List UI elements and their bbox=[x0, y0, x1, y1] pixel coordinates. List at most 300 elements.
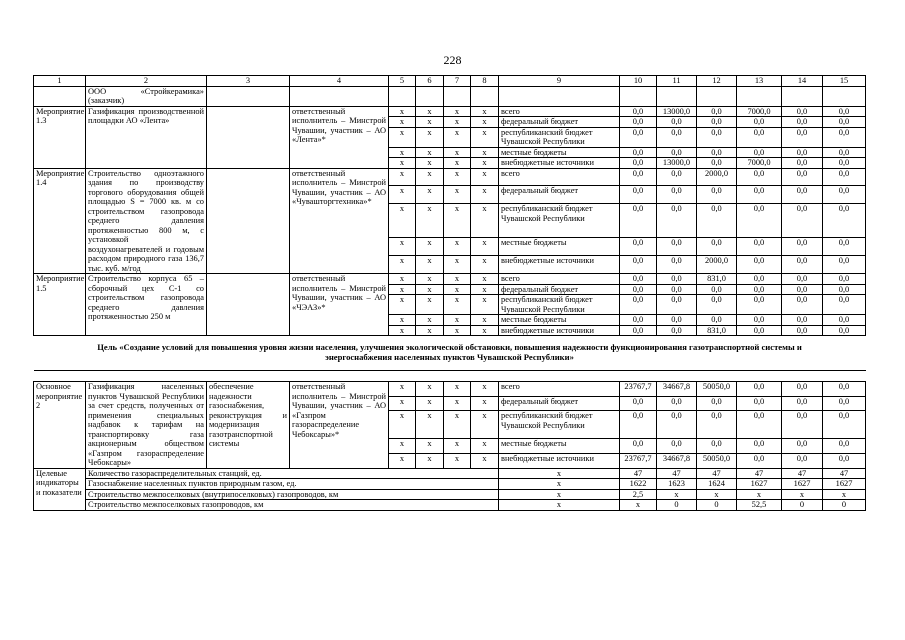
value-cell: 0,0 bbox=[782, 315, 823, 326]
indicator-row bbox=[34, 500, 866, 511]
funding-source: внебюджетные источники bbox=[499, 453, 620, 468]
blank-cell bbox=[657, 86, 697, 106]
value-cell: 0,0 bbox=[737, 186, 782, 204]
value-cell: 0,0 bbox=[823, 396, 866, 411]
value-cell: 0,0 bbox=[823, 284, 866, 295]
value-cell: 0,0 bbox=[657, 204, 697, 238]
value-cell: 0,0 bbox=[657, 238, 697, 256]
code-cell: х bbox=[444, 315, 471, 326]
blank-cell bbox=[207, 86, 290, 106]
value-cell: 1622 bbox=[620, 479, 657, 490]
value-cell: 0,0 bbox=[823, 274, 866, 285]
value-cell: 0,0 bbox=[620, 127, 657, 147]
code-cell: х bbox=[389, 127, 416, 147]
header-cell: 6 bbox=[416, 76, 444, 87]
value-cell: 0,0 bbox=[657, 147, 697, 158]
value-cell: 0,0 bbox=[823, 186, 866, 204]
value-cell: 0,0 bbox=[823, 158, 866, 169]
funding-source: всего bbox=[499, 382, 620, 397]
code-cell: х bbox=[444, 453, 471, 468]
value-cell: 47 bbox=[697, 468, 737, 479]
funding-source: внебюджетные источники bbox=[499, 256, 620, 274]
value-cell: 2000,0 bbox=[697, 256, 737, 274]
value-cell: 0,0 bbox=[737, 256, 782, 274]
responsible-cell: ответственный исполнитель – Минстрой Чувашии, участник – АО «Лента»* bbox=[290, 106, 389, 168]
indicator-label: Строительство межпоселковых (внутрипоселковых) газопроводов, км bbox=[86, 489, 499, 500]
table-row bbox=[34, 106, 866, 117]
code-cell: х bbox=[444, 238, 471, 256]
blank-cell bbox=[737, 371, 782, 382]
value-cell: 0,0 bbox=[737, 315, 782, 326]
blank-cell bbox=[499, 371, 620, 382]
value-cell: 0,0 bbox=[737, 127, 782, 147]
value-cell: 1627 bbox=[737, 479, 782, 490]
value-cell: х bbox=[620, 500, 657, 511]
value-cell: 0,0 bbox=[697, 439, 737, 454]
value-cell: 34667,8 bbox=[657, 382, 697, 397]
value-cell: 0,0 bbox=[657, 315, 697, 326]
header-cell: 13 bbox=[737, 76, 782, 87]
value-cell: 1623 bbox=[657, 479, 697, 490]
blank-cell bbox=[782, 371, 823, 382]
code-cell: х bbox=[389, 382, 416, 397]
code-cell: х bbox=[416, 396, 444, 411]
value-cell: 0,0 bbox=[620, 315, 657, 326]
code-cell: х bbox=[389, 158, 416, 169]
value-cell: 0,0 bbox=[782, 106, 823, 117]
value-cell: 0,0 bbox=[823, 453, 866, 468]
code-cell: х bbox=[389, 284, 416, 295]
indicator-row bbox=[34, 468, 866, 479]
funding-source: федеральный бюджет bbox=[499, 396, 620, 411]
header-cell: 12 bbox=[697, 76, 737, 87]
value-cell: 0,0 bbox=[737, 396, 782, 411]
header-cell: 2 bbox=[86, 76, 207, 87]
blank-cell bbox=[782, 86, 823, 106]
value-cell: 0,0 bbox=[697, 396, 737, 411]
value-cell: 0,0 bbox=[782, 158, 823, 169]
blank-cell bbox=[416, 371, 444, 382]
value-cell: 0,0 bbox=[737, 284, 782, 295]
value-cell: 2,5 bbox=[620, 489, 657, 500]
blank-cell bbox=[290, 86, 389, 106]
responsible-cell: ответственный исполнитель – Минстрой Чувашии, участник – АО «Чувашторгтехника»* bbox=[290, 168, 389, 274]
blank-cell bbox=[389, 86, 416, 106]
value-cell: 0 bbox=[657, 500, 697, 511]
value-cell: 0,0 bbox=[657, 284, 697, 295]
indicators-title: Целевые индикаторы и показатели bbox=[34, 468, 86, 510]
blank-cell bbox=[823, 371, 866, 382]
blank-cell bbox=[620, 371, 657, 382]
value-cell: 0,0 bbox=[657, 127, 697, 147]
value-cell: 0,0 bbox=[737, 117, 782, 128]
value-cell: х bbox=[737, 489, 782, 500]
value-cell: 0,0 bbox=[782, 256, 823, 274]
blank-cell bbox=[444, 86, 471, 106]
value-cell: 0,0 bbox=[657, 396, 697, 411]
value-cell: 0,0 bbox=[657, 274, 697, 285]
value-cell: 0,0 bbox=[620, 147, 657, 158]
value-cell: 0,0 bbox=[782, 204, 823, 238]
indicator-label: Газоснабжение населенных пунктов природным газом, ед. bbox=[86, 479, 499, 490]
blank-cell bbox=[737, 86, 782, 106]
code-cell: х bbox=[444, 158, 471, 169]
value-cell: 0,0 bbox=[737, 147, 782, 158]
blank-cell bbox=[657, 371, 697, 382]
value-cell: 0,0 bbox=[697, 295, 737, 315]
code-cell: х bbox=[416, 204, 444, 238]
funding-source: местные бюджеты bbox=[499, 147, 620, 158]
header-cell: 11 bbox=[657, 76, 697, 87]
value-cell: х bbox=[782, 489, 823, 500]
funding-source: внебюджетные источники bbox=[499, 158, 620, 169]
code-cell: х bbox=[444, 106, 471, 117]
indicator-label: Строительство межпоселковых газопроводов, км bbox=[86, 500, 499, 511]
value-cell: 1627 bbox=[782, 479, 823, 490]
code-cell: х bbox=[444, 204, 471, 238]
code-cell: х bbox=[389, 295, 416, 315]
value-cell: 0,0 bbox=[823, 439, 866, 454]
code-cell: х bbox=[471, 411, 499, 439]
value-cell: 0,0 bbox=[657, 325, 697, 336]
code-cell: х bbox=[389, 396, 416, 411]
code-cell: х bbox=[416, 168, 444, 186]
measure-name: Мероприятие 1.4 bbox=[34, 168, 86, 274]
blank-cell bbox=[471, 86, 499, 106]
value-cell: 0,0 bbox=[823, 382, 866, 397]
code-cell: х bbox=[444, 439, 471, 454]
value-cell: 0,0 bbox=[823, 295, 866, 315]
measure-description: Газификация населенных пунктов Чувашской Республики за счет средств, полученных от применения специальных надбавок к тарифам на транспортировку газа акционерным обществом «Газпром газораспределение Чебоксары» bbox=[86, 382, 207, 469]
code-cell: х bbox=[471, 453, 499, 468]
code-cell: х bbox=[471, 439, 499, 454]
value-cell: 0,0 bbox=[620, 106, 657, 117]
blank-cell bbox=[207, 371, 290, 382]
code-cell: х bbox=[471, 147, 499, 158]
value-cell: 13000,0 bbox=[657, 106, 697, 117]
indicator-label: Количество газораспределительных станций, ед. bbox=[86, 468, 499, 479]
funding-source: всего bbox=[499, 168, 620, 186]
code-cell: х bbox=[416, 325, 444, 336]
value-cell: 0,0 bbox=[697, 147, 737, 158]
measure-target bbox=[207, 106, 290, 168]
code-cell: х bbox=[389, 168, 416, 186]
value-cell: х bbox=[823, 489, 866, 500]
value-cell: 0,0 bbox=[782, 284, 823, 295]
code-cell: х bbox=[416, 147, 444, 158]
code-cell: х bbox=[416, 382, 444, 397]
value-cell: 0,0 bbox=[782, 325, 823, 336]
value-cell: 0,0 bbox=[737, 295, 782, 315]
code-cell: х bbox=[444, 382, 471, 397]
responsible-cell: ответственный исполнитель – Минстрой Чувашии, участник – АО «Газпром газораспределение Чебоксары»* bbox=[290, 382, 389, 469]
code-cell: х bbox=[389, 274, 416, 285]
responsible-cell: ответственный исполнитель – Минстрой Чувашии, участник – АО «ЧЭАЗ»* bbox=[290, 274, 389, 336]
continuation-row bbox=[34, 86, 866, 106]
blank-cell bbox=[34, 86, 86, 106]
indicator-row bbox=[34, 489, 866, 500]
value-cell: 0,0 bbox=[620, 295, 657, 315]
value-cell: 0,0 bbox=[823, 411, 866, 439]
indicator-row bbox=[34, 479, 866, 490]
value-cell: 0,0 bbox=[697, 315, 737, 326]
measure-description: Газификация производственной площадки АО «Лента» bbox=[86, 106, 207, 168]
blank-cell bbox=[823, 86, 866, 106]
value-cell: 0,0 bbox=[782, 382, 823, 397]
value-cell: 0 bbox=[782, 500, 823, 511]
value-cell: 47 bbox=[657, 468, 697, 479]
table-row bbox=[34, 382, 866, 397]
code-cell: х bbox=[389, 315, 416, 326]
value-cell: х bbox=[657, 489, 697, 500]
value-cell: 0,0 bbox=[782, 411, 823, 439]
header-cell: 3 bbox=[207, 76, 290, 87]
value-cell: 0,0 bbox=[823, 204, 866, 238]
code-cell: х bbox=[444, 274, 471, 285]
value-cell: 0 bbox=[823, 500, 866, 511]
value-cell: 23767,7 bbox=[620, 382, 657, 397]
code-cell: х bbox=[389, 238, 416, 256]
code-cell: х bbox=[471, 295, 499, 315]
value-cell: 0,0 bbox=[697, 117, 737, 128]
code-cell: х bbox=[416, 274, 444, 285]
measure-target: обеспечение надежности газоснабжения, реконструкция и модернизация газотранспортной системы bbox=[207, 382, 290, 469]
code-cell: х bbox=[471, 127, 499, 147]
value-cell: 0,0 bbox=[620, 256, 657, 274]
value-cell: 831,0 bbox=[697, 274, 737, 285]
code-cell: х bbox=[389, 117, 416, 128]
code-cell: х bbox=[444, 284, 471, 295]
value-cell: 0,0 bbox=[782, 295, 823, 315]
value-cell: 0,0 bbox=[620, 204, 657, 238]
blank-cell bbox=[620, 86, 657, 106]
code-cell: х bbox=[471, 382, 499, 397]
value-cell: 0,0 bbox=[697, 284, 737, 295]
value-cell: 0,0 bbox=[823, 117, 866, 128]
header-cell: 7 bbox=[444, 76, 471, 87]
value-cell: 0,0 bbox=[697, 238, 737, 256]
value-cell: 0,0 bbox=[737, 411, 782, 439]
code-cell: х bbox=[444, 411, 471, 439]
value-cell: 0,0 bbox=[657, 168, 697, 186]
value-cell: 0,0 bbox=[620, 284, 657, 295]
value-cell: 50050,0 bbox=[697, 382, 737, 397]
value-cell: 0,0 bbox=[620, 396, 657, 411]
value-cell: 0,0 bbox=[620, 411, 657, 439]
value-cell: 0,0 bbox=[782, 274, 823, 285]
value-cell: 0,0 bbox=[823, 325, 866, 336]
code-cell: х bbox=[471, 158, 499, 169]
goal-row bbox=[34, 336, 866, 371]
value-cell: 0,0 bbox=[782, 147, 823, 158]
value-cell: 0,0 bbox=[823, 238, 866, 256]
code-cell: х bbox=[389, 256, 416, 274]
code-cell: х bbox=[471, 117, 499, 128]
code-cell: х bbox=[416, 127, 444, 147]
value-cell: 0 bbox=[697, 500, 737, 511]
code-cell: х bbox=[471, 106, 499, 117]
blank-cell bbox=[471, 371, 499, 382]
funding-source: всего bbox=[499, 274, 620, 285]
funding-source: федеральный бюджет bbox=[499, 284, 620, 295]
value-cell: 0,0 bbox=[823, 168, 866, 186]
value-cell: 0,0 bbox=[697, 411, 737, 439]
code-cell: х bbox=[471, 256, 499, 274]
value-cell: 0,0 bbox=[782, 238, 823, 256]
value-cell: 0,0 bbox=[823, 315, 866, 326]
table-row bbox=[34, 168, 866, 186]
code-cell: х bbox=[471, 238, 499, 256]
value-cell: 0,0 bbox=[697, 204, 737, 238]
value-cell: 0,0 bbox=[737, 382, 782, 397]
value-cell: 0,0 bbox=[657, 117, 697, 128]
code-cell: х bbox=[499, 468, 620, 479]
measure-target bbox=[207, 274, 290, 336]
value-cell: 0,0 bbox=[737, 439, 782, 454]
measure-name: Мероприятие 1.5 bbox=[34, 274, 86, 336]
value-cell: 0,0 bbox=[657, 186, 697, 204]
code-cell: х bbox=[471, 274, 499, 285]
header-row bbox=[34, 76, 866, 87]
value-cell: 0,0 bbox=[697, 186, 737, 204]
blank-cell bbox=[34, 371, 86, 382]
code-cell: х bbox=[471, 325, 499, 336]
code-cell: х bbox=[416, 238, 444, 256]
code-cell: х bbox=[444, 396, 471, 411]
value-cell: 0,0 bbox=[737, 325, 782, 336]
funding-source: местные бюджеты bbox=[499, 315, 620, 326]
header-cell: 9 bbox=[499, 76, 620, 87]
value-cell: 47 bbox=[620, 468, 657, 479]
code-cell: х bbox=[471, 168, 499, 186]
funding-source: республиканский бюджет Чувашской Республики bbox=[499, 295, 620, 315]
value-cell: 0,0 bbox=[782, 453, 823, 468]
code-cell: х bbox=[499, 479, 620, 490]
header-cell: 8 bbox=[471, 76, 499, 87]
value-cell: 0,0 bbox=[737, 204, 782, 238]
code-cell: х bbox=[444, 127, 471, 147]
value-cell: 0,0 bbox=[620, 117, 657, 128]
blank-cell bbox=[416, 86, 444, 106]
blank-cell bbox=[444, 371, 471, 382]
code-cell: х bbox=[416, 256, 444, 274]
value-cell: 0,0 bbox=[782, 127, 823, 147]
code-cell: х bbox=[444, 117, 471, 128]
table-row bbox=[34, 274, 866, 285]
value-cell: 0,0 bbox=[657, 439, 697, 454]
value-cell: 0,0 bbox=[620, 325, 657, 336]
blank-cell bbox=[697, 371, 737, 382]
funding-source: федеральный бюджет bbox=[499, 186, 620, 204]
code-cell: х bbox=[416, 453, 444, 468]
code-cell: х bbox=[416, 284, 444, 295]
blank-cell bbox=[86, 371, 207, 382]
blank-cell bbox=[389, 371, 416, 382]
code-cell: х bbox=[416, 315, 444, 326]
code-cell: х bbox=[471, 396, 499, 411]
code-cell: х bbox=[416, 158, 444, 169]
code-cell: х bbox=[389, 325, 416, 336]
code-cell: х bbox=[471, 186, 499, 204]
funding-source: местные бюджеты bbox=[499, 238, 620, 256]
funding-source: республиканский бюджет Чувашской Республики bbox=[499, 204, 620, 238]
code-cell: х bbox=[444, 295, 471, 315]
value-cell: 0,0 bbox=[737, 238, 782, 256]
code-cell: х bbox=[499, 500, 620, 511]
code-cell: х bbox=[389, 186, 416, 204]
value-cell: 1627 bbox=[823, 479, 866, 490]
value-cell: 1624 bbox=[697, 479, 737, 490]
value-cell: 2000,0 bbox=[697, 168, 737, 186]
funding-source: республиканский бюджет Чувашской Республики bbox=[499, 411, 620, 439]
code-cell: х bbox=[444, 168, 471, 186]
code-cell: х bbox=[416, 117, 444, 128]
blank-cell bbox=[697, 86, 737, 106]
code-cell: х bbox=[416, 411, 444, 439]
header-cell: 15 bbox=[823, 76, 866, 87]
value-cell: 50050,0 bbox=[697, 453, 737, 468]
value-cell: 831,0 bbox=[697, 325, 737, 336]
value-cell: 34667,8 bbox=[657, 453, 697, 468]
value-cell: 0,0 bbox=[782, 439, 823, 454]
code-cell: х bbox=[416, 186, 444, 204]
code-cell: х bbox=[389, 147, 416, 158]
page-number: 228 bbox=[443, 53, 462, 67]
measure-name: Мероприятие 1.3 bbox=[34, 106, 86, 168]
value-cell: 47 bbox=[823, 468, 866, 479]
code-cell: х bbox=[444, 256, 471, 274]
code-cell: х bbox=[444, 186, 471, 204]
value-cell: 52,5 bbox=[737, 500, 782, 511]
value-cell: 0,0 bbox=[620, 158, 657, 169]
value-cell: 7000,0 bbox=[737, 158, 782, 169]
code-cell: х bbox=[444, 147, 471, 158]
value-cell: 0,0 bbox=[657, 256, 697, 274]
measure-name: Основное мероприятие 2 bbox=[34, 382, 86, 469]
funding-source: федеральный бюджет bbox=[499, 117, 620, 128]
blank-cell bbox=[290, 371, 389, 382]
funding-source: внебюджетные источники bbox=[499, 325, 620, 336]
value-cell: 0,0 bbox=[620, 186, 657, 204]
value-cell: 0,0 bbox=[657, 295, 697, 315]
header-cell: 14 bbox=[782, 76, 823, 87]
code-cell: х bbox=[499, 489, 620, 500]
goal-text: Цель «Создание условий для повышения уровня жизни населения, улучшения экологической обстановки, повышения надежности функционирования газотранспортной системы и энергоснабжения населенных пунктов Чувашской Республики» bbox=[97, 342, 802, 362]
gap-row bbox=[34, 371, 866, 382]
funding-source: республиканский бюджет Чувашской Республики bbox=[499, 127, 620, 147]
header-cell: 5 bbox=[389, 76, 416, 87]
code-cell: х bbox=[389, 204, 416, 238]
code-cell: х bbox=[389, 453, 416, 468]
code-cell: х bbox=[389, 411, 416, 439]
value-cell: 0,0 bbox=[697, 127, 737, 147]
code-cell: х bbox=[471, 204, 499, 238]
header-cell: 4 bbox=[290, 76, 389, 87]
funding-source: местные бюджеты bbox=[499, 439, 620, 454]
value-cell: 0,0 bbox=[782, 168, 823, 186]
value-cell: 0,0 bbox=[823, 127, 866, 147]
program-table bbox=[33, 75, 866, 511]
value-cell: 0,0 bbox=[737, 168, 782, 186]
code-cell: х bbox=[471, 284, 499, 295]
value-cell: 0,0 bbox=[737, 453, 782, 468]
value-cell: 0,0 bbox=[697, 106, 737, 117]
value-cell: х bbox=[697, 489, 737, 500]
code-cell: х bbox=[389, 106, 416, 117]
value-cell: 0,0 bbox=[657, 411, 697, 439]
value-cell: 47 bbox=[737, 468, 782, 479]
value-cell: 0,0 bbox=[620, 274, 657, 285]
